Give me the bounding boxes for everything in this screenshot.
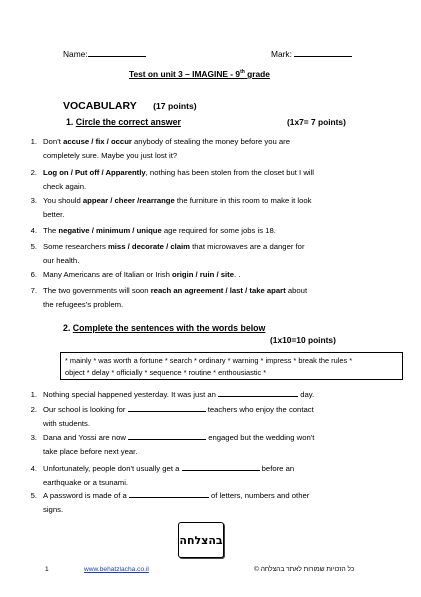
answer-choices[interactable]: Log on / Put off / Apparently — [43, 168, 146, 177]
question-item — [30, 194, 312, 222]
page-number: 1 — [45, 566, 49, 573]
section2-points: (1x10=10 points) — [270, 335, 336, 345]
question-line: Unfortunately, people don't usually get a before an — [43, 464, 295, 473]
answer-choices[interactable]: reach an agreement / last / take apart — [150, 286, 286, 295]
question-number: 1. — [30, 137, 37, 146]
mark-label: Mark: — [271, 49, 292, 59]
question-line: check again. — [43, 182, 87, 192]
question-item — [30, 166, 315, 194]
section1-points: (1x7= 7 points) — [287, 117, 346, 127]
question-number: 5. — [30, 491, 37, 500]
question-number: 2. — [30, 168, 37, 177]
site-link[interactable]: www.behatzlacha.co.il — [84, 566, 149, 573]
question-line: Our school is looking for teachers who enjoy the contact — [43, 405, 314, 414]
fill-in-item — [30, 489, 310, 517]
answer-blank[interactable] — [128, 431, 206, 440]
question-line: The two governments will soon reach an agreement / last / take apart about — [43, 286, 308, 295]
question-line: earthquake or a tsunami. — [43, 478, 129, 488]
section1-title: 1. Circle the correct answer — [66, 117, 181, 127]
answer-choices[interactable]: negative / minimum / unique — [58, 226, 162, 235]
question-item — [30, 268, 241, 282]
answer-choices[interactable]: accuse / fix / occur — [63, 137, 132, 146]
question-item — [30, 224, 276, 238]
word-bank — [60, 352, 403, 380]
question-line: signs. — [43, 505, 64, 515]
question-number: 1. — [30, 390, 37, 399]
fill-in-item — [30, 462, 295, 490]
question-line: completely sure. Maybe you just lost it? — [43, 151, 178, 161]
question-number: 6. — [30, 270, 37, 279]
answer-blank[interactable] — [128, 403, 206, 412]
word-bank-line: object * delay * officially * sequence * routine * enthousiastic * — [65, 368, 267, 377]
question-line: A password is made of a of letters, numbers and other — [43, 491, 310, 500]
question-line: Many Americans are of Italian or Irish origin / ruin / site. . — [43, 270, 241, 279]
answer-blank[interactable] — [182, 462, 260, 471]
test-title: Test on unit 3 – IMAGINE - 9th grade — [129, 69, 270, 79]
fill-in-item — [30, 403, 314, 431]
question-line: The negative / minimum / unique age required for some jobs is 18. — [43, 226, 276, 235]
answer-blank[interactable] — [129, 489, 209, 498]
answer-choices[interactable]: miss / decorate / claim — [107, 242, 190, 251]
question-line: Nothing special happened yesterday. It was just an day. — [43, 390, 315, 399]
fill-in-item — [30, 388, 315, 402]
question-number: 2. — [30, 405, 37, 414]
question-line: Dana and Yossi are now engaged but the wedding won't — [43, 433, 315, 442]
behatzlacha-logo — [178, 522, 224, 558]
mark-blank — [294, 47, 352, 57]
question-line: with students. — [43, 419, 91, 429]
question-number: 3. — [30, 196, 37, 205]
question-line: Some researchers miss / decorate / claim that microwaves are a danger for — [43, 242, 305, 251]
name-label: Name: — [63, 49, 88, 59]
name-blank — [88, 47, 146, 57]
question-line: Don’t accuse / fix / occur anybody of stealing the money before you are — [43, 137, 291, 146]
question-number: 4. — [30, 226, 37, 235]
name-field — [63, 47, 146, 59]
question-line: take place before next year. — [43, 447, 138, 457]
question-number: 7. — [30, 286, 37, 295]
question-line: better. — [43, 210, 65, 220]
logo-text: בהצלחה — [179, 533, 223, 547]
question-item — [30, 240, 305, 268]
answer-blank[interactable] — [218, 388, 298, 397]
question-line: our health. — [43, 256, 80, 266]
answer-choices[interactable]: origin / ruin / site — [172, 270, 234, 279]
question-line: You should appear / cheer /rearrange the furniture in this room to make it look — [43, 196, 312, 205]
question-line: the refugees’s problem. — [43, 300, 124, 310]
section2-title: 2. Complete the sentences with the words below — [63, 323, 266, 333]
question-item — [30, 135, 291, 163]
question-number: 5. — [30, 242, 37, 251]
question-item — [30, 284, 308, 312]
answer-choices[interactable]: appear / cheer /rearrange — [82, 196, 175, 205]
question-number: 4. — [30, 464, 37, 473]
question-number: 3. — [30, 433, 37, 442]
vocabulary-heading: VOCABULARY (17 points) — [63, 100, 197, 112]
copyright: כל הזכויות שמורות לאתר בהצלחה © — [254, 566, 355, 573]
word-bank-line: * mainly * was worth a fortune * search * ordinary * warning * impress * break the rules * — [65, 356, 353, 365]
fill-in-item — [30, 431, 315, 459]
question-line: Log on / Put off / Apparently, nothing has been stolen from the closet but I will — [43, 168, 315, 177]
mark-field — [271, 47, 352, 59]
